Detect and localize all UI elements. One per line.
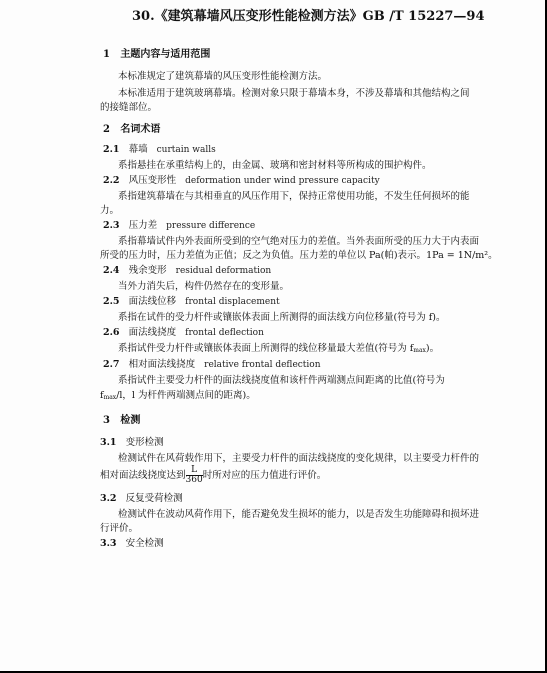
term-zh: 面法线挠度 (128, 327, 177, 338)
paragraph: 检测试件在风荷载作用下，主要受力杆件的面法线挠度的变化规律，以主要受力杆件的 (118, 453, 480, 464)
term-2-5-heading (103, 297, 280, 307)
term-zh: 幕墙 (128, 144, 148, 155)
section-1-heading (103, 50, 210, 60)
term-2-2-heading (103, 176, 380, 186)
section-number: 3 (103, 415, 110, 426)
subsection-number: 3.2 (100, 493, 117, 504)
subsection-3-2-heading (100, 494, 183, 504)
term-en: residual deformation (175, 266, 272, 276)
fraction (186, 466, 203, 485)
subsection-3-1-heading (100, 438, 164, 448)
text-run: )。 (425, 343, 440, 354)
term-en: deformation under wind pressure capacity (185, 176, 380, 186)
term-definition: 当外力消失后，构件仍然存在的变形量。 (118, 281, 290, 292)
paragraph: 本标准规定了建筑幕墙的风压变形性能检测方法。 (118, 71, 328, 82)
term-zh: 相对面法线挠度 (128, 359, 196, 370)
term-number: 2.7 (103, 359, 120, 370)
term-en: frontal displacement (185, 297, 280, 307)
subsection-number: 3.3 (100, 538, 117, 549)
term-number: 2.5 (103, 296, 120, 307)
paragraph-continuation: 的接缝部位。 (100, 102, 158, 113)
term-2-3-heading (103, 221, 255, 231)
paragraph-continuation (100, 466, 326, 485)
term-definition: 系指在试件的受力杆件或镶嵌体表面上所测得的面法线方向位移量(符号为 f)。 (118, 312, 446, 323)
term-2-1-heading (103, 145, 216, 155)
section-title: 名词术语 (120, 124, 161, 135)
term-definition: 系指建筑幕墙在与其相垂直的风压作用下，保持正常使用功能，不发生任何损坏的能 (118, 191, 470, 202)
term-en: curtain walls (156, 145, 216, 155)
term-definition: 系指悬挂在承重结构上的，由金属、玻璃和密封材料等所构成的围护构件。 (118, 160, 432, 171)
term-2-7-heading (103, 360, 321, 370)
term-definition: 系指试件主要受力杆件的面法线挠度值和该杆件两端测点间距离的比值(符号为 (118, 375, 445, 386)
term-zh: 压力差 (128, 220, 158, 231)
text-run: 系指试件受力杆件或镶嵌体表面上所测得的线位移量最大差值(符号为 f (118, 343, 414, 354)
paragraph-continuation: 行评价。 (100, 523, 139, 534)
term-zh: 残余变形 (128, 265, 167, 276)
subsection-title: 安全检测 (125, 538, 164, 549)
term-definition (118, 344, 439, 354)
term-2-4-heading (103, 266, 271, 276)
paragraph: 本标准适用于建筑玻璃幕墙。检测对象只限于幕墙本身，不涉及幕墙和其他结构之间 (118, 88, 470, 99)
text-run: 相对面法线挠度达到 (100, 469, 186, 481)
term-number: 2.3 (103, 220, 120, 231)
subsection-title: 反复受荷检测 (125, 493, 183, 504)
subsection-3-3-heading (100, 539, 164, 549)
term-zh: 风压变形性 (128, 175, 177, 186)
term-definition-continuation: 所受的压力时，压力差值为正值；反之为负值。压力差的单位以 Pa(帕)表示。1Pa = 1N/m²。 (100, 250, 498, 261)
subsection-title: 变形检测 (125, 437, 164, 448)
term-definition-continuation (100, 391, 256, 401)
term-2-6-heading (103, 328, 264, 338)
fraction-denominator: 360 (185, 475, 203, 485)
term-en: pressure difference (166, 221, 256, 231)
section-number: 2 (103, 124, 110, 135)
term-number: 2.1 (103, 144, 120, 155)
section-2-heading (103, 125, 160, 135)
term-zh: 面法线位移 (128, 296, 177, 307)
paragraph: 检测试件在波动风荷作用下，能否避免发生损坏的能力，以是否发生功能障碍和损坏进 (118, 509, 480, 520)
text-run: /l，l 为杆件两端测点间的距离)。 (116, 390, 256, 401)
subsection-number: 3.1 (100, 437, 117, 448)
text-run: f (100, 390, 104, 401)
term-number: 2.4 (103, 265, 120, 276)
term-definition: 系指幕墙试件内外表面所受到的空气绝对压力的差值。当外表面所受的压力大于内表面 (118, 236, 480, 247)
page-title: 30.《建筑幕墙风压变形性能检测方法》GB /T 15227—94 (132, 9, 485, 24)
subscript: max (103, 394, 117, 401)
term-en: frontal deflection (185, 328, 264, 338)
section-3-heading (103, 416, 140, 426)
text-run: 时所对应的压力值进行评价。 (202, 469, 327, 481)
section-title: 主题内容与适用范围 (120, 49, 211, 60)
term-en: relative frontal deflection (204, 360, 321, 370)
subscript: max (413, 347, 426, 354)
section-number: 1 (103, 49, 110, 60)
section-title: 检测 (120, 415, 141, 426)
term-definition-continuation: 力。 (100, 205, 120, 216)
term-number: 2.6 (103, 327, 120, 338)
term-number: 2.2 (103, 175, 120, 186)
fraction-numerator: L (186, 466, 203, 476)
